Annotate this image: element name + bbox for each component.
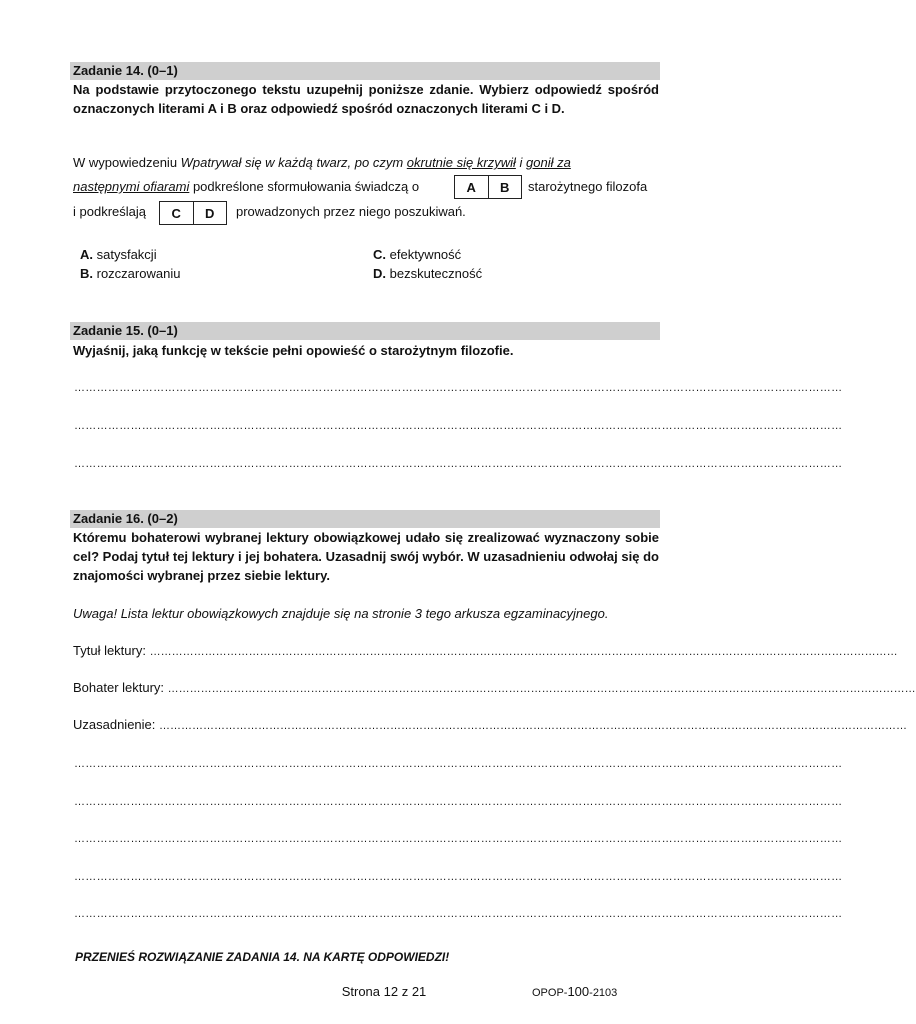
answer-option-a[interactable]: A [466, 179, 476, 195]
answer-line[interactable]: …………………………………………………………………………………………………………………………………………………………………………………… [74, 420, 843, 432]
justification-field[interactable]: Uzasadnienie: …………………………………………………………………………………………………………………………………………………………………………………… [73, 717, 908, 732]
option-b: B. rozczarowaniu [80, 266, 181, 281]
transfer-note: PRZENIEŚ ROZWIĄZANIE ZADANIA 14. NA KARTĘ ODPOWIEDZI! [75, 950, 450, 964]
task-16-header: Zadanie 16. (0–2) [70, 510, 660, 528]
page-number: Strona 12 z 21 [341, 984, 427, 999]
task-16-instruction: Któremu bohaterowi wybranej lektury obowiązkowej udało się zrealizować wyznaczony sobie cel? Podaj tytuł tej lektury i jej bohatera. Uzasadnij swój wybór. W uzasadnieniu odwołaj się do znajomości wybranej przez siebie lektury. [73, 530, 659, 583]
answer-line[interactable]: …………………………………………………………………………………………………………………………………………………………………………………… [74, 796, 843, 808]
title-label: Tytuł lektury: [73, 643, 146, 658]
task-14-sentence-line-2-end: starożytnego filozofa [528, 179, 648, 194]
task-14-sentence-line-2: następnymi ofiarami podkreślone sformułowania świadczą o [73, 179, 420, 194]
answer-line[interactable]: …………………………………………………………………………………………………………………………………………………………………………………… [74, 908, 843, 920]
answer-line[interactable]: …………………………………………………………………………………………………………………………………………………………………………………… [74, 871, 843, 883]
answer-option-d[interactable]: D [193, 202, 227, 224]
answer-box-cd[interactable] [159, 201, 227, 225]
answer-line[interactable]: …………………………………………………………………………………………………………………………………………………………………………………… [74, 382, 843, 394]
answer-option-b[interactable]: B [488, 176, 522, 198]
task-14-sentence-line-3-start: i podkreślają [73, 204, 146, 219]
task-14-instruction: Na podstawie przytoczonego tekstu uzupełnij poniższe zdanie. Wybierz odpowiedź spośród oznaczonych literami A i B oraz odpowiedź spośród oznaczonych literami C i D. [73, 82, 659, 116]
option-c: C. efektywność [373, 247, 462, 262]
answer-line[interactable]: …………………………………………………………………………………………………………………………………………………………………………………… [74, 758, 843, 770]
answer-box-ab[interactable] [454, 175, 522, 199]
task-14-header: Zadanie 14. (0–1) [70, 62, 660, 80]
answer-option-c[interactable]: C [171, 205, 181, 221]
exam-code: OPOP-100-2103 [532, 984, 618, 999]
task-14-sentence-line-3-end: prowadzonych przez niego poszukiwań. [236, 204, 466, 219]
answer-line[interactable]: …………………………………………………………………………………………………………………………………………………………………………………… [74, 833, 843, 845]
task-15-instruction: Wyjaśnij, jaką funkcję w tekście pełni opowieść o starożytnym filozofie. [73, 343, 514, 358]
option-d: D. bezskuteczność [373, 266, 483, 281]
hero-field[interactable]: Bohater lektury: …………………………………………………………………………………………………………………………………………………………………………………… [73, 680, 916, 695]
title-field[interactable]: Tytuł lektury: …………………………………………………………………………………………………………………………………………………………………………………… [73, 643, 898, 658]
answer-line[interactable]: …………………………………………………………………………………………………………………………………………………………………………………… [74, 458, 843, 470]
task-15-header: Zadanie 15. (0–1) [70, 322, 660, 340]
option-a: A. satysfakcji [80, 247, 157, 262]
task-16-note: Uwaga! Lista lektur obowiązkowych znajduje się na stronie 3 tego arkusza egzaminacyjnego. [73, 606, 609, 621]
justification-label: Uzasadnienie: [73, 717, 156, 732]
task-14-sentence-line-1: W wypowiedzeniu Wpatrywał się w każdą twarz, po czym okrutnie się krzywił i gonił za [73, 155, 571, 170]
hero-label: Bohater lektury: [73, 680, 165, 695]
